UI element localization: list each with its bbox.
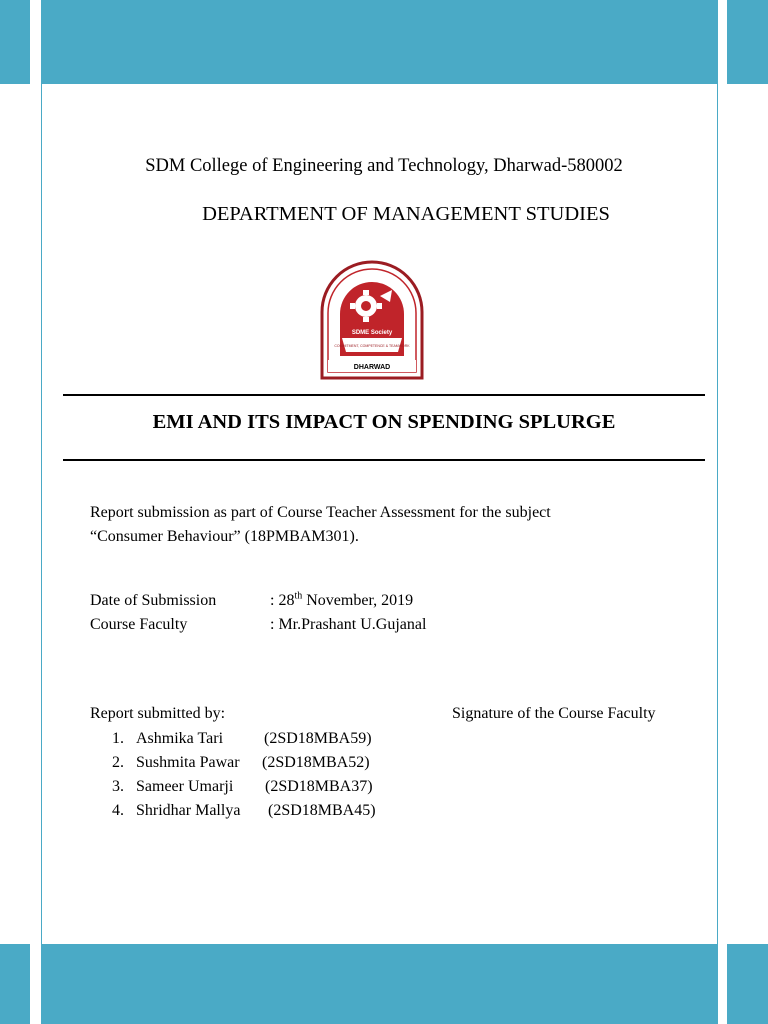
member-number: 1.	[112, 730, 124, 747]
logo-motto-text: COMMITMENT, COMPETENCE & TEAMWORK	[334, 344, 410, 348]
member-number: 3.	[112, 778, 124, 795]
frame-line-left	[41, 0, 42, 1024]
frame-band-top	[41, 0, 717, 84]
frame-line-right	[717, 0, 718, 1024]
faculty-label: Course Faculty	[90, 616, 188, 633]
frame-band-bottom-right	[727, 944, 768, 1024]
member-id: (2SD18MBA37)	[265, 778, 373, 795]
report-title: EMI AND ITS IMPACT ON SPENDING SPLURGE	[152, 411, 616, 433]
frame-band-top-right	[727, 0, 768, 84]
frame-band-bottom	[41, 944, 717, 1024]
member-id: (2SD18MBA59)	[264, 730, 372, 747]
submission-line-2: “Consumer Behaviour” (18PMBAM301).	[90, 528, 359, 545]
logo-city-text: DHARWAD	[353, 364, 391, 371]
logo-society-text: SDME Society	[351, 330, 393, 336]
college-name: SDM College of Engineering and Technology, Dharwad-580002	[145, 156, 623, 176]
signature-label: Signature of the Course Faculty	[452, 705, 656, 722]
member-id: (2SD18MBA52)	[262, 754, 370, 771]
college-logo	[318, 260, 426, 382]
frame-band-bottom-left	[0, 944, 30, 1024]
faculty-value: : Mr.Prashant U.Gujanal	[270, 616, 427, 633]
member-name: Sameer Umarji	[136, 778, 234, 795]
member-name: Shridhar Mallya	[136, 802, 241, 819]
member-number: 2.	[112, 754, 124, 771]
date-value: : 28th November, 2019	[270, 590, 414, 609]
frame-band-top-left	[0, 0, 30, 84]
department-name: DEPARTMENT OF MANAGEMENT STUDIES	[202, 203, 610, 225]
submission-line-1: Report submission as part of Course Teacher Assessment for the subject	[90, 504, 551, 521]
member-number: 4.	[112, 802, 124, 819]
submitted-by-label: Report submitted by:	[90, 705, 226, 722]
member-name: Ashmika Tari	[136, 730, 224, 747]
member-id: (2SD18MBA45)	[268, 802, 376, 819]
title-rule-top	[63, 394, 705, 396]
date-label: Date of Submission	[90, 592, 217, 609]
title-rule-bottom	[63, 459, 705, 461]
member-name: Sushmita Pawar	[136, 754, 240, 771]
